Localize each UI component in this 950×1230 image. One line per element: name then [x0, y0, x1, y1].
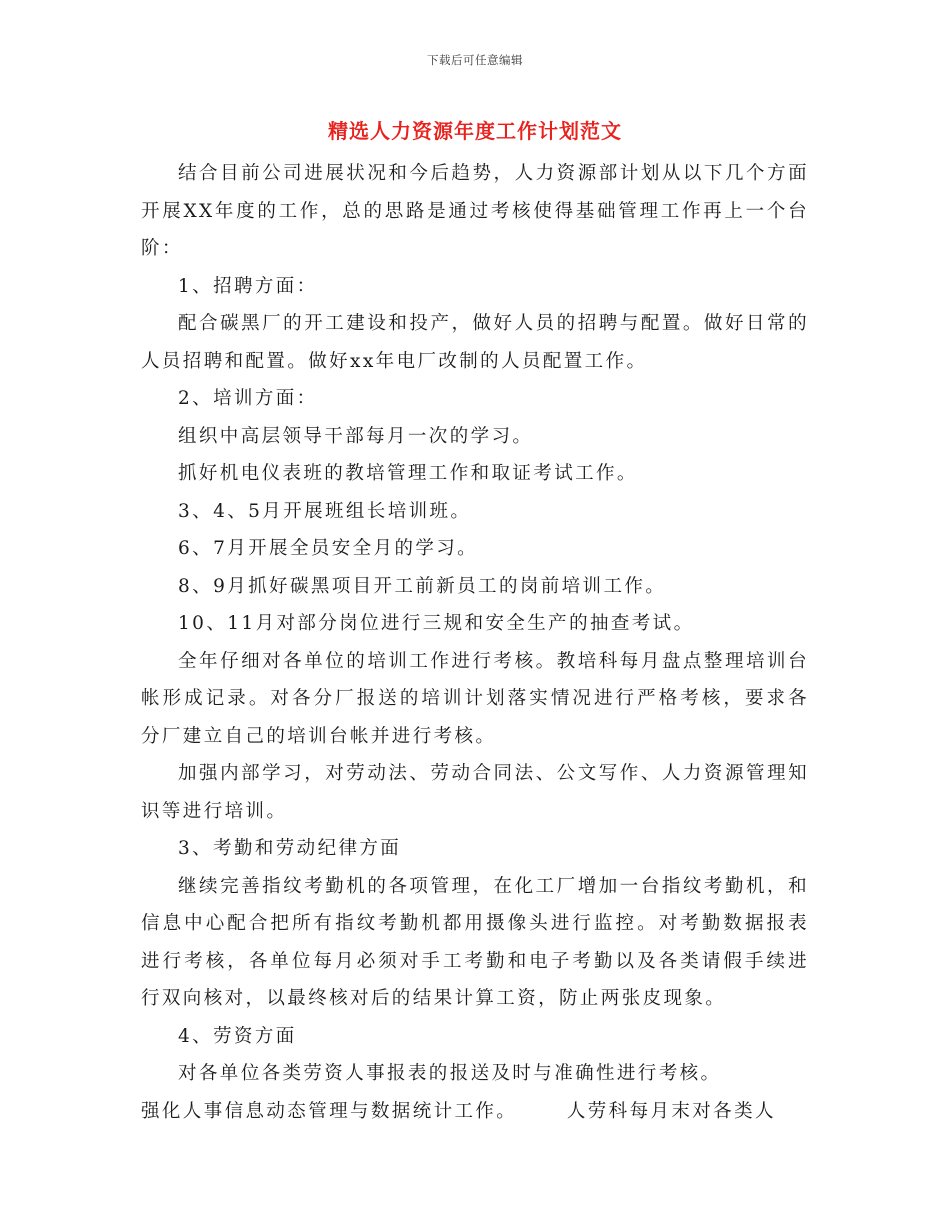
- paragraph-recruitment: 配合碳黑厂的开工建设和投产，做好人员的招聘与配置。做好日常的人员招聘和配置。做好xx年电厂改制的人员配置工作。: [141, 313, 809, 372]
- document-body: [141, 155, 809, 1130]
- paragraph-internal-learning: 加强内部学习，对劳动法、劳动合同法、公文写作、人力资源管理知识等进行培训。: [141, 763, 809, 822]
- paragraph-training-2: 抓好机电仪表班的教培管理工作和取证考试工作。: [178, 463, 638, 484]
- paragraph-training-6: 10、11月对部分岗位进行三规和安全生产的抽查考试。: [178, 613, 695, 634]
- paragraph-training-3: 3、4、5月开展班组长培训班。: [178, 500, 472, 522]
- paragraph-attendance: 继续完善指纹考勤机的各项管理，在化工厂增加一台指纹考勤机，和信息中心配合把所有指纹考勤机都用摄像头进行监控。对考勤数据报表进行考核，各单位每月必须对手工考勤和电子考勤以及各类请假手续进行双向核对，以最终核对后的结果计算工资，防止两张皮现象。: [141, 875, 809, 1009]
- paragraph-training-1: 组织中高层领导干部每月一次的学习。: [178, 425, 534, 447]
- document-title: 精选人力资源年度工作计划范文: [328, 119, 622, 143]
- paragraph-labor-2: 强化人事信息动态管理与数据统计工作。 人劳科每月末对各类人: [141, 1100, 776, 1122]
- paragraph-intro: 结合目前公司进展状况和今后趋势，人力资源部计划从以下几个方面开展XX年度的工作，总的思路是通过考核使得基础管理工作再上一个台阶：: [141, 163, 809, 259]
- section-heading-recruitment: 1、招聘方面：: [178, 275, 318, 297]
- paragraph-training-assessment: 全年仔细对各单位的培训工作进行考核。教培科每月盘点整理培训台帐形成记录。对各分厂报送的培训计划落实情况进行严格考核，要求各分厂建立自己的培训台帐并进行考核。: [141, 650, 809, 747]
- header-note: 下载后可任意编辑: [427, 53, 523, 67]
- section-heading-labor: 4、劳资方面: [178, 1025, 297, 1047]
- section-heading-training: 2、培训方面：: [178, 388, 318, 409]
- paragraph-training-4: 6、7月开展全员安全月的学习。: [178, 538, 479, 559]
- paragraph-labor-1: 对各单位各类劳资人事报表的报送及时与准确性进行考核。: [178, 1063, 722, 1084]
- section-heading-attendance: 3、考勤和劳动纪律方面: [178, 838, 402, 859]
- paragraph-training-5: 8、9月抓好碳黑项目开工前新员工的岗前培训工作。: [178, 575, 667, 597]
